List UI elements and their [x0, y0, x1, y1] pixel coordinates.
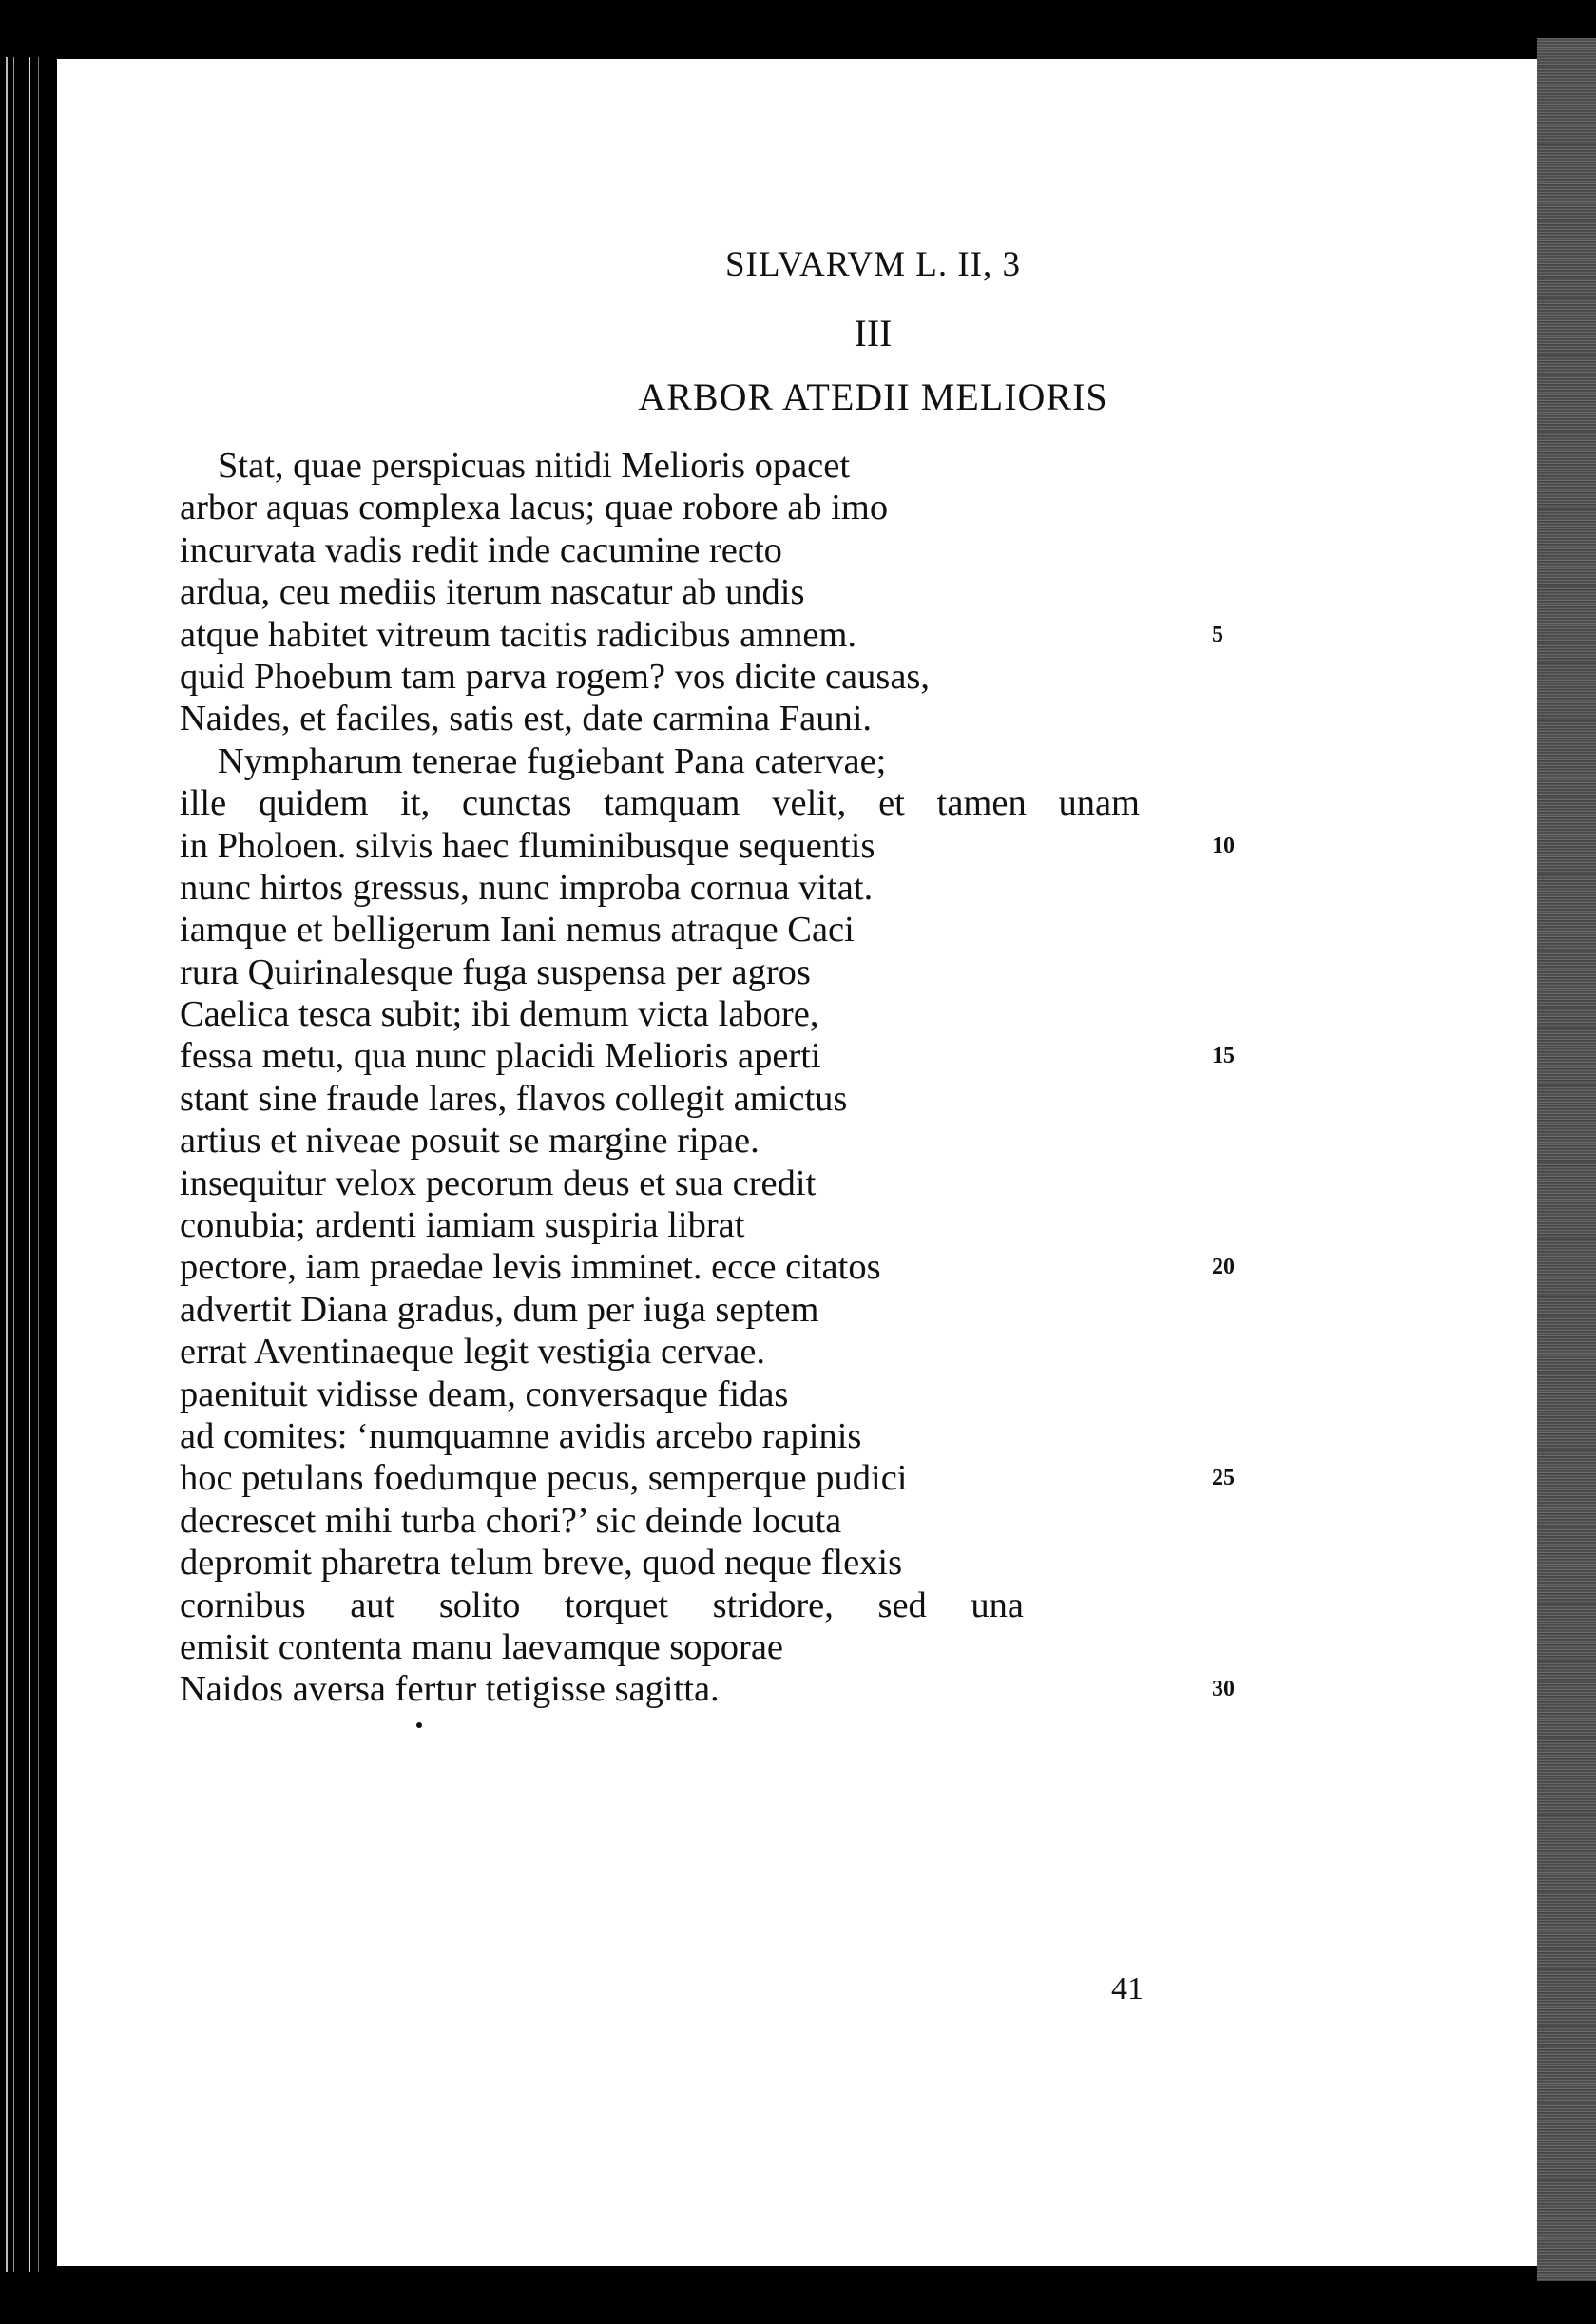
verse-line — [180, 867, 1320, 909]
verse-block — [180, 445, 1320, 1711]
verse-line — [180, 1120, 1320, 1162]
verse-text: Caelica tesca subit; ibi demum victa labore, — [180, 994, 819, 1035]
verse-text: emisit contenta manu laevamque soporae — [180, 1626, 784, 1667]
verse-line — [180, 1626, 1320, 1668]
line-number: 5 — [1212, 622, 1223, 647]
verse-text: conubia; ardenti iamiam suspiria librat — [180, 1205, 745, 1246]
verse-line — [180, 740, 1320, 782]
verse-text: nunc hirtos gressus, nunc improba cornua vitat. — [180, 867, 874, 908]
poem-title: ARBOR ATEDII MELIORIS — [638, 375, 1108, 418]
verse-text: incurvata vadis redit inde cacumine recto — [180, 529, 782, 570]
verse-text: advertit Diana gradus, dum per iuga septem — [180, 1289, 819, 1330]
page-number: 41 — [1111, 1971, 1144, 2007]
verse-text: ardua, ceu mediis iterum nascatur ab undis — [180, 572, 805, 613]
verse-line — [180, 1457, 1320, 1499]
running-head: SILVARVM L. II, 3 — [724, 245, 1022, 284]
verse-text: in Pholoen. silvis haec fluminibusque sequentis — [180, 825, 875, 866]
verse-line — [180, 487, 1320, 528]
verse-text: stant sine fraude lares, flavos collegit amictus — [180, 1078, 848, 1119]
verse-text: arbor aquas complexa lacus; quae robore ab imo — [180, 488, 889, 528]
verse-line — [180, 1415, 1320, 1457]
verse-line — [180, 1289, 1320, 1331]
verse-line — [180, 1331, 1320, 1373]
verse-text: rura Quirinalesque fuga suspensa per agros — [180, 951, 811, 992]
verse-text: cornibus aut solito torquet stridore, sed una — [180, 1585, 1024, 1625]
verse-text: insequitur velox pecorum deus et sua credit — [180, 1162, 817, 1203]
verse-line — [180, 698, 1320, 739]
book-page — [57, 59, 1537, 2266]
verse-line — [180, 951, 1320, 993]
verse-line — [180, 825, 1320, 867]
verse-text: quid Phoebum tam parva rogem? vos dicite causas, — [180, 656, 931, 697]
verse-text: decrescet mihi turba chori?’ sic deinde locuta — [180, 1500, 842, 1541]
verse-line — [180, 1162, 1320, 1204]
verse-text: ad comites: ‘numquamne avidis arcebo rapinis — [180, 1415, 862, 1456]
verse-text: Stat, quae perspicuas nitidi Melioris opacet — [218, 446, 851, 486]
line-number: 20 — [1212, 1255, 1235, 1280]
verse-text: errat Aventinaeque legit vestigia cervae. — [180, 1332, 766, 1373]
verse-text: ille quidem it, cunctas tamquam velit, et tamen unam — [180, 783, 1140, 824]
verse-line — [180, 571, 1320, 613]
verse-line — [180, 909, 1320, 951]
verse-line — [180, 614, 1320, 656]
verse-line — [180, 1373, 1320, 1415]
verse-text: Nympharum tenerae fugiebant Pana catervae; — [218, 740, 887, 781]
page-stack-edge — [1537, 38, 1596, 2281]
book-spine-edge — [0, 57, 57, 2272]
verse-text: Naidos aversa fertur tetigisse sagitta. — [180, 1669, 720, 1710]
verse-text: artius et niveae posuit se margine ripae. — [180, 1121, 760, 1162]
verse-line — [180, 445, 1320, 487]
verse-line — [180, 1204, 1320, 1246]
verse-line — [180, 1078, 1320, 1120]
line-number: 30 — [1212, 1677, 1235, 1702]
verse-text: atque habitet vitreum tacitis radicibus amnem. — [180, 614, 857, 655]
verse-text: depromit pharetra telum breve, quod neque flexis — [180, 1543, 903, 1584]
verse-line — [180, 529, 1320, 571]
line-number: 15 — [1212, 1044, 1235, 1069]
verse-line — [180, 993, 1320, 1035]
line-number: 10 — [1212, 833, 1235, 858]
print-speck — [416, 1722, 422, 1728]
verse-line — [180, 782, 1320, 824]
verse-text: fessa metu, qua nunc placidi Melioris aperti — [180, 1036, 821, 1077]
verse-line — [180, 1542, 1320, 1584]
verse-line — [180, 656, 1320, 698]
verse-text: paenituit vidisse deam, conversaque fidas — [180, 1373, 789, 1414]
verse-line — [180, 1035, 1320, 1077]
verse-text: hoc petulans foedumque pecus, semperque pudici — [180, 1458, 908, 1499]
verse-line — [180, 1500, 1320, 1542]
poem-number: III — [854, 312, 893, 355]
verse-text: Naides, et faciles, satis est, date carmina Fauni. — [180, 699, 873, 739]
verse-line — [180, 1246, 1320, 1288]
verse-line — [180, 1668, 1320, 1710]
line-number: 25 — [1212, 1466, 1235, 1491]
verse-text: iamque et belligerum Iani nemus atraque Caci — [180, 910, 855, 951]
verse-line — [180, 1585, 1320, 1626]
verse-text: pectore, iam praedae levis imminet. ecce citatos — [180, 1247, 881, 1288]
